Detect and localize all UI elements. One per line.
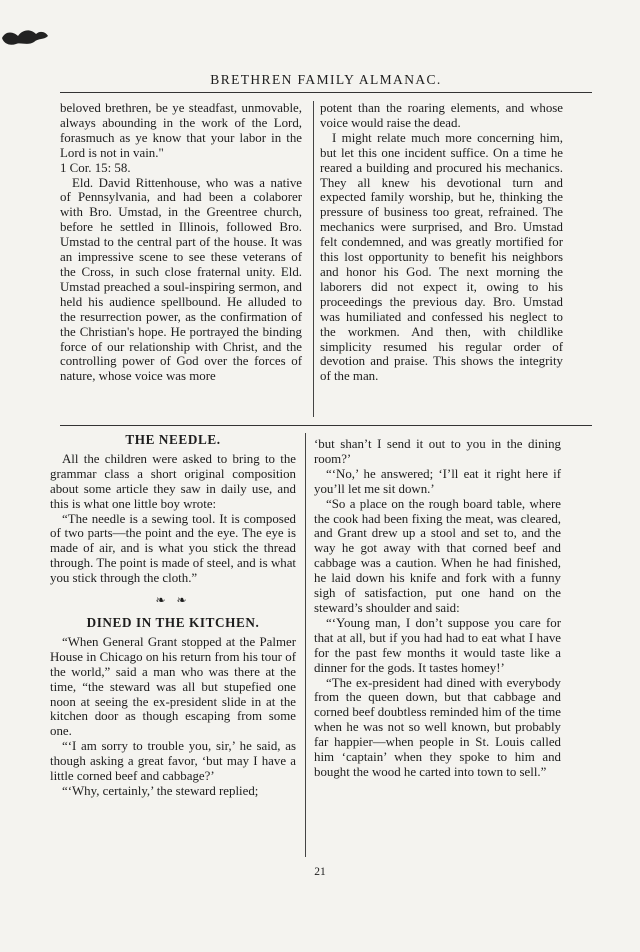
article-title-needle: THE NEEDLE. (125, 432, 221, 447)
paragraph: “The needle is a sewing tool. It is composed of two parts—the point and the eye. The eye is made of air, and is what you stick the thread through. The point is made of steel, and is what you stick through the cloth.” (50, 511, 296, 586)
bottom-left-column (50, 433, 296, 799)
paragraph: potent than the roaring elements, and whose voice would raise the dead. (320, 101, 563, 130)
paragraph: Eld. David Rittenhouse, who was a native of Pennsylvania, and had been a colaborer with Bro. Umstad, in the Greentree church, before he settled in Illinois, followed Bro. Umstad to the central part of the house. It was an impressive scene to see these veterans of the Cross, in such close fraternal unity. Eld. Umstad preached a soul-inspiring sermon, and held his audience spellbound. He alluded to the resurrection power, as the confirmation of the Christian's hope. He portrayed the binding force of our relationship with Christ, and the controlling power of God over the forces of nature, whose voice was more (60, 175, 302, 384)
paragraph: “When General Grant stopped at the Palmer House in Chicago on his return from his tour of the world,” said a man who was there at the time, “the steward was all but stupefied one noon at seeing the ex-president slide in at the kitchen door as though escaping from some one. (50, 634, 296, 739)
paragraph: ‘but shan’t I send it out to you in the dining room?’ (314, 437, 561, 466)
column-divider (313, 101, 314, 417)
running-header: BRETHREN FAMILY ALMANAC. (210, 72, 442, 87)
paragraph: “‘Why, certainly,’ the steward replied; (62, 783, 259, 798)
column-divider (305, 433, 306, 857)
paragraph: All the children were asked to bring to the grammar class a short original composition about some article they saw in daily use, and this is what one little boy wrote: (50, 451, 296, 511)
page-number: 21 (314, 866, 326, 878)
ink-blot (0, 24, 50, 48)
paragraph: “‘Young man, I don’t suppose you care for that at all, but if you had had to eat what I have for the past few months it would taste like a dinner for the gods. It tastes homey!’ (314, 615, 561, 675)
paragraph: “‘I am sorry to trouble you, sir,’ he said, as though asking a great favor, ‘but may I have a little corned beef and cabbage?’ (50, 739, 296, 784)
paragraph: “‘No,’ he answered; ‘I’ll eat it right here if you’ll let me sit down.’ (314, 466, 561, 496)
paragraph: “So a place on the rough board table, where the cook had been fixing the meat, was cleared, and Grant drew up a stool and set to, and the way he got away with that corned beef and cabbage was a caution. When he had finished, he laid down his knife and fork with a funny sigh of satisfaction, put one hand on the steward’s shoulder and said: (314, 496, 561, 615)
fleuron-ornament: ❧ ❧ (155, 593, 191, 608)
paragraph: I might relate much more concerning him, but let this one incident suffice. On a time he reared a building and procured his mechanics. They all knew his devotional turn and expected family worship, but he, thinking the pressure of business too great, refrained. The mechanics were surprised, and Bro. Umstad felt condemned, and was greatly mortified for this lost opportunity to benefit his neighbors and honor his God. The next morning the laborers did not expect it, owing to his proceedings the previous day. Bro. Umstad was humiliated and confessed his neglect to the workmen. And then, with childlike simplicity resumed his regular order of devotion and praise. This shows the integrity of the man. (320, 130, 563, 384)
section-rule (60, 425, 592, 426)
article-title-dined: DINED IN THE KITCHEN. (86, 614, 260, 630)
header-rule (60, 92, 592, 93)
paragraph: “The ex-president had dined with everybody from the queen down, but that cabbage and corned beef doubtless reminded him of the time when he was not so well known, but probably far happier—when people in St. Louis called him ‘captain’ when they spoke to him and bought the wood he carted into town to sell.” (314, 675, 561, 779)
paragraph: beloved brethren, be ye steadfast, unmovable, always abounding in the work of the Lord, forasmuch as ye know that your labor in the Lord is not in vain." (60, 101, 302, 160)
scripture-citation: 1 Cor. 15: 58. (60, 160, 131, 175)
top-right-column (320, 101, 563, 384)
top-left-column (60, 101, 302, 384)
bottom-right-column (314, 437, 561, 780)
